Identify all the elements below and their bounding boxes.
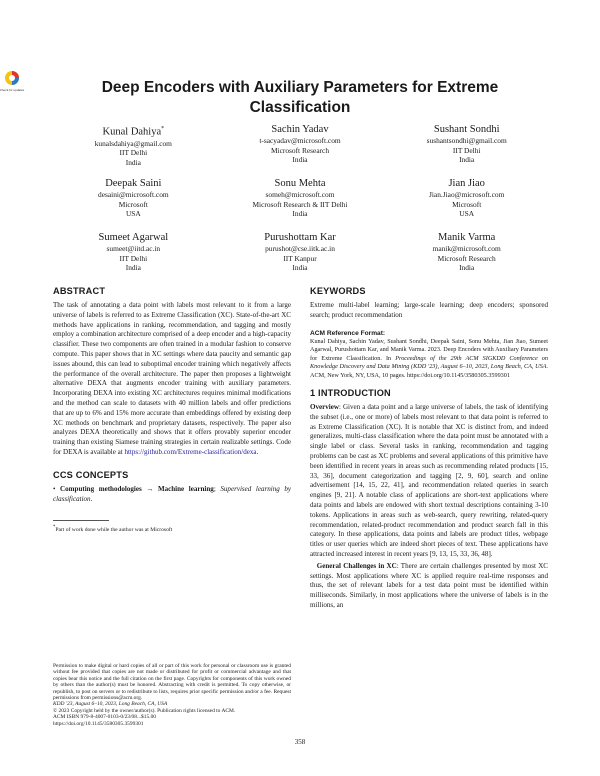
author-block — [50, 123, 550, 285]
intro-paragraph: General Challenges in XC: There are certain challenges presented by most XC settings. Most applications where XC is applied require real-time responses and thus, the set of relevant labels for a test data point must be identified within milliseconds. Similarly, in most applications where the universe of labels is in the millions, an — [310, 561, 548, 610]
footnote-divider — [53, 520, 109, 521]
left-column — [53, 286, 291, 534]
author-card — [50, 123, 217, 177]
author-affiliation: Microsoft Research — [437, 253, 496, 263]
reference-format-text: Kunal Dahiya, Sachin Yadav, Sushant Sondhi, Deepak Saini, Sonu Mehta, Jian Jiao, Sumeet Agarwal, Purushottam Kar, and Manik Varma. 2023. Deep Encoders with Auxiliary Parameters for Extreme Classification. In Proceedings of the 29th ACM SIGKDD Conference on Knowledge Discovery and Data Mining (KDD '23), August 6–10, 2023, Long Beach, CA, USA. ACM, New York, NY, USA, 10 pages. https://doi.org/10.1145/3580305.3599301 — [310, 337, 548, 379]
permission-text: Permission to make digital or hard copies of all or part of this work for personal or classroom use is granted without fee provided that copies are not made or distributed for profit or commercial advantage and that copies bear this notice and the full citation on the first page. Copyrights for components of this work owned by others than the author(s) must be honored. Abstracting with credit is permitted. To copy otherwise, or republish, to post on servers or to redistribute to lists, requires prior specific permission and/or a fee. Request permissions from permissions@acm.org. — [53, 663, 291, 702]
author-email[interactable]: sushantsondhi@gmail.com — [426, 136, 507, 145]
keywords-text: Extreme multi-label learning; large-scale learning; deep encoders; sponsored search; product recommendation — [310, 301, 548, 319]
author-country: USA — [459, 209, 475, 219]
paper-title: Deep Encoders with Auxiliary Parameters for Extreme Classification — [101, 79, 499, 116]
author-card — [383, 177, 550, 231]
author-name: Kunal Dahiya — [102, 126, 162, 138]
author-country: USA — [125, 209, 141, 219]
ccs-heading: CCS CONCEPTS — [53, 469, 129, 480]
author-email[interactable]: Jian.Jiao@microsoft.com — [428, 190, 505, 199]
author-country: India — [125, 263, 141, 273]
author-email[interactable]: desaini@microsoft.com — [98, 190, 169, 199]
abstract-heading: ABSTRACT — [53, 286, 106, 296]
author-name: Sachin Yadav — [271, 124, 329, 135]
author-affiliation: Microsoft — [452, 199, 482, 209]
author-name: Manik Varma — [438, 232, 496, 243]
check-for-updates-logo[interactable] — [0, 70, 25, 94]
doi-line[interactable]: https://doi.org/10.1145/3580305.3599301 — [53, 720, 144, 727]
page-number: 358 — [294, 738, 306, 746]
author-affiliation: IIT Delhi — [119, 253, 148, 263]
intro-paragraph: Overview: Given a data point and a large universe of labels, the task of identifying the subset (i.e., one or more) of labels most relevant to that data point is referred to as Extreme Classification (XC). It is notable that XC is distinct from, and indeed generalizes, multi-class classification where the data point must be annotated with a single label or class. Several tasks in ranking, recommendation and tagging problems can be cast as XC problems and several applications of this primitive have been identified in recent years in areas such as recommending related products [15, 33, 36], document categorization and tagging [2, 9, 60], search and online advertisement [14, 15, 22, 41], and recommendation related queries in search engines [9, 21]. A notable class of applications are short-text applications where data points and labels are endowed with short textual descriptions containing 3-10 tokens. Applications in areas such as web-search, query rewriting, related-query recommendation, related-product recommendation and product search fall in this category. In these applications, data points and labels are product titles, webpage titles or user queries which are indeed short pieces of text. These applications have attracted increased interest in recent years [9, 13, 15, 33, 36, 48]. — [310, 403, 548, 559]
author-email[interactable]: manik@microsoft.com — [432, 244, 501, 253]
author-affiliation: IIT Kanpur — [283, 253, 317, 263]
code-link[interactable]: https://github.com/Extreme-classification/dexa — [124, 447, 257, 456]
author-affiliation: IIT Delhi — [119, 148, 148, 158]
author-row — [50, 123, 550, 177]
author-email[interactable]: purushot@cse.iitk.ac.in — [265, 244, 335, 253]
footnote: *Part of work done while the author was at Microsoft — [53, 525, 173, 534]
author-email[interactable]: someh@microsoft.com — [265, 190, 335, 199]
author-email[interactable]: sumeet@iitd.ac.in — [106, 244, 161, 253]
ccs-text: • Computing methodologies → Machine learning; Supervised learning by classification. — [53, 484, 291, 503]
author-affiliation: Microsoft — [118, 199, 148, 209]
author-card — [217, 123, 384, 177]
author-affiliation: Microsoft Research & IIT Delhi — [252, 199, 348, 209]
author-row — [50, 231, 550, 285]
author-card — [383, 123, 550, 177]
author-name: Sumeet Agarwal — [98, 232, 169, 243]
copyright-line: © 2023 Copyright held by the owner/author(s). Publication rights licensed to ACM. — [53, 707, 236, 714]
author-country: India — [292, 155, 308, 165]
author-name: Sushant Sondhi — [433, 124, 500, 135]
right-column — [310, 286, 548, 611]
check-for-updates-text: Check for updates — [0, 88, 25, 92]
permission-block — [53, 663, 291, 727]
footnote-mark: * — [161, 126, 165, 132]
conference-line: KDD '23, August 6–10, 2023, Long Beach, CA, USA — [53, 701, 168, 708]
author-row — [50, 177, 550, 231]
author-name: Purushottam Kar — [264, 232, 336, 243]
author-card — [383, 231, 550, 285]
keywords-heading: KEYWORDS — [310, 286, 366, 296]
author-affiliation: Microsoft Research — [270, 145, 330, 155]
author-card — [217, 231, 384, 285]
abstract-text: The task of annotating a data point with labels most relevant to it from a large universe of labels is referred to as Extreme Classification (XC). State-of-the-art XC methods have applications in ranking, recommendation, and tagging and mostly employ a combination architecture comprised of a deep encoder and a high-capacity classifier. These two components are often trained in a modular fashion to conserve compute. This paper shows that in XC settings where data paucity and semantic gap issues abound, this can lead to suboptimal encoder training which negatively affects the performance of the overall architecture. The paper then proposes a lightweight alternative DEXA that augments encoder training with auxiliary parameters. Incorporating DEXA into existing XC architectures requires minimal modifications and the method can scale to datasets with 40 million labels and offer predictions that are up to 6% and 15% more accurate than embeddings offered by existing deep XC methods on benchmark and proprietary datasets, respectively. The paper also analyzes DEXA theoretically and shows that it offers provably superior encoder training than existing Siamese training strategies in certain realizable settings. Code for DEXA is available at https://github.com/Extreme-classification/dexa. — [53, 301, 291, 456]
author-email[interactable]: kunalsdahiya@gmail.com — [94, 138, 172, 148]
author-card — [50, 231, 217, 285]
author-affiliation: IIT Delhi — [452, 145, 481, 155]
reference-format-heading: ACM Reference Format: — [310, 329, 386, 337]
introduction-heading: 1 INTRODUCTION — [310, 388, 391, 399]
introduction-body — [310, 403, 548, 611]
author-country: India — [459, 263, 475, 273]
author-name: Jian Jiao — [448, 178, 485, 189]
author-email[interactable]: t-sacyadav@microsoft.com — [259, 136, 341, 145]
author-country: India — [292, 209, 308, 219]
author-name: Deepak Saini — [105, 178, 162, 189]
author-card — [217, 177, 384, 231]
author-country: India — [125, 157, 141, 167]
author-country: India — [292, 263, 308, 273]
author-card — [50, 177, 217, 231]
isbn-line: ACM ISBN 979-8-4007-0103-0/23/08...$15.00 — [53, 714, 157, 721]
author-country: India — [459, 155, 475, 165]
author-name: Sonu Mehta — [274, 178, 326, 189]
